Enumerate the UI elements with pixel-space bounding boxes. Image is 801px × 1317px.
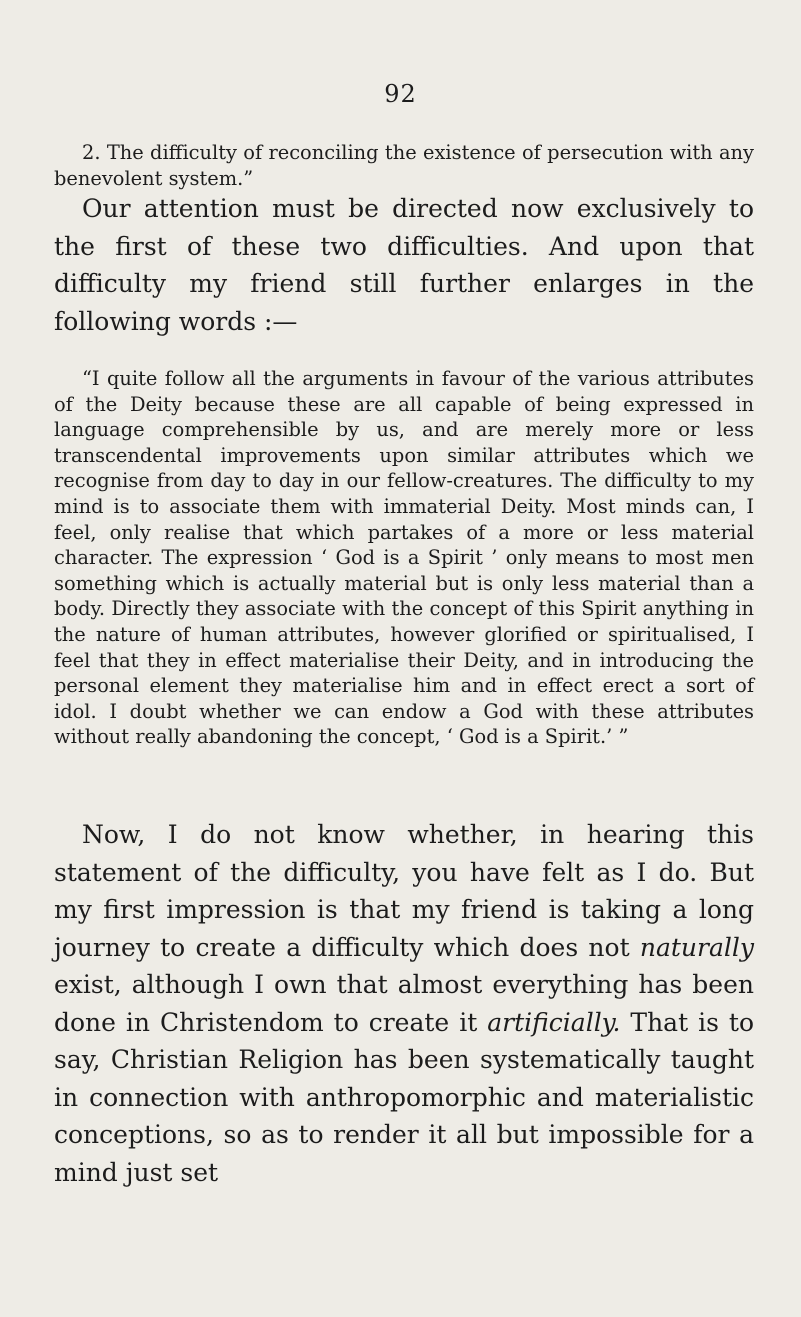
friend-quotation xyxy=(54,366,754,750)
quote-two-text: “I quite follow all the arguments in favour of the various attributes of the Deity because these are all capable of being expressed in language comprehensible by us, and are merely more or less transcendental improvements upon similar attributes which we recognise from day to day in our fellow-creatures. The difficulty to my mind is to associate them with immaterial Deity. Most minds can, I feel, only realise that which partakes of a more or less material character. The expression ‘ God is a Spirit ’ only means to most men something which is actually material but is only less material than a body. Directly they associate with the concept of this Spirit anything in the nature of human attributes, however glorified or spiritualised, I feel that they in effect materialise their Deity, and in introducing the personal element they materialise him and in effect erect a sort of idol. I doubt whether we can endow a God with these attributes without really abandoning the concept, ‘ God is a Spirit.’ ” xyxy=(54,367,754,749)
emphasis-artificially: artificially. xyxy=(487,1007,621,1037)
paragraph-two-part-1: Now, I do not know whether, in hearing this statement of the difficulty, you have felt as I do. But my first impression is that my friend is taking a long journey to create a difficulty which does not xyxy=(54,820,754,962)
paragraph-one-text: Our attention must be directed now exclusively to the first of these two difficulties. And upon that difficulty my friend still further enlarges in the following words :— xyxy=(54,194,754,336)
page-number: 92 xyxy=(384,80,417,108)
paragraph-two-part-2: exist, although I own that almost everything has been done in Christendom to create it xyxy=(54,970,754,1037)
body-paragraph-two xyxy=(54,816,754,1191)
quoted-difficulty xyxy=(54,140,754,191)
body-paragraph-one xyxy=(54,190,754,340)
paragraph-two-text xyxy=(54,816,754,1191)
paragraph-two-part-3: That is to say, Christian Religion has been systematically taught in connection with anthropomorphic and materialistic conceptions, so as to render it all but impossible for a mind just set xyxy=(54,1007,754,1187)
quote-one-text: 2. The difficulty of reconciling the existence of persecution with any benevolent system.” xyxy=(54,141,754,190)
emphasis-naturally: naturally xyxy=(639,932,754,962)
